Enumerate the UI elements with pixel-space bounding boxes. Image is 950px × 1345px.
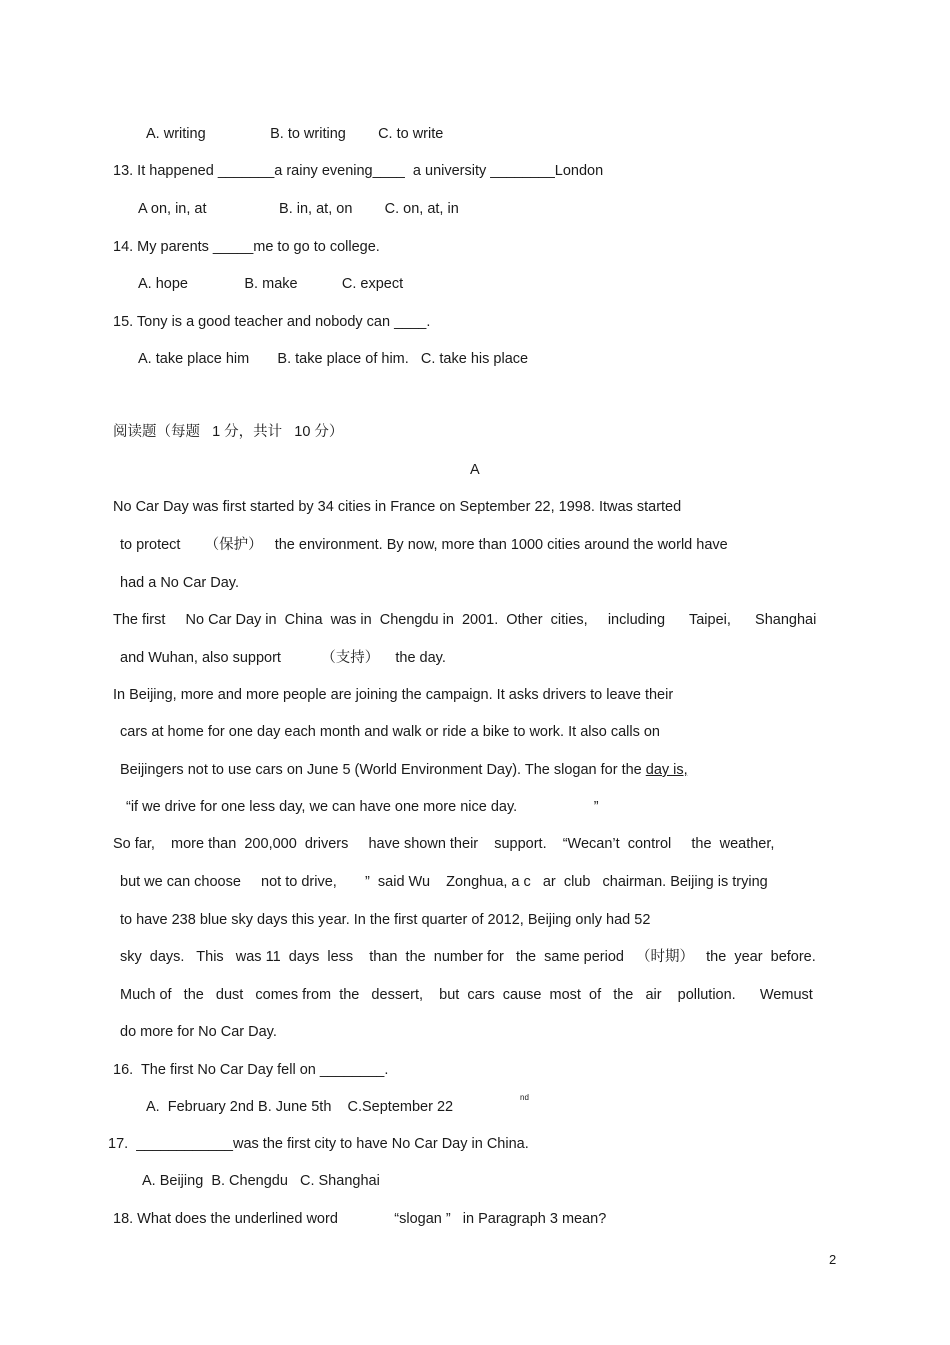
section-header: 阅读题（每题 1 分，共计 10 分） <box>113 424 344 440</box>
q12-options: A. writing B. to writing C. to write <box>146 126 444 142</box>
passage-line: and Wuhan, also support （支持） the day. <box>120 650 446 666</box>
q17-stem: 17. ____________was the first city to have No Car Day in China. <box>108 1136 529 1152</box>
q17-options: A. Beijing B. Chengdu C. Shanghai <box>142 1173 380 1189</box>
passage-line: but we can choose not to drive, ” said Wu Zonghua, a c ar club chairman. Beijing is trying <box>120 874 768 890</box>
passage-line: cars at home for one day each month and walk or ride a bike to work. It also calls on <box>120 724 660 740</box>
passage-line: No Car Day was first started by 34 cities in France on September 22, 1998. Itwas started <box>113 499 682 515</box>
q15-stem: 15. Tony is a good teacher and nobody can ____. <box>113 314 431 330</box>
passage-line: Much of the dust comes from the dessert, but cars cause most of the air pollution. Wemust <box>120 987 813 1003</box>
passage-line: to have 238 blue sky days this year. In the first quarter of 2012, Beijing only had 52 <box>120 912 651 928</box>
passage-line: In Beijing, more and more people are joining the campaign. It asks drivers to leave their <box>113 687 674 703</box>
q18-stem: 18. What does the underlined word “slogan ” in Paragraph 3 mean? <box>113 1211 607 1227</box>
q14-options: A. hope B. make C. expect <box>138 276 404 292</box>
q13-options: A on, in, at B. in, at, on C. on, at, in <box>138 201 459 217</box>
page-number: 2 <box>829 1252 837 1267</box>
q13-stem: 13. It happened _______a rainy evening____ a university ________London <box>113 163 604 179</box>
q15-options: A. take place him B. take place of him. C. take his place <box>138 351 529 367</box>
q14-stem: 14. My parents _____me to go to college. <box>113 239 380 255</box>
passage-line: “if we drive for one less day, we can have one more nice day. ” <box>126 799 599 815</box>
passage-line: The first No Car Day in China was in Chengdu in 2001. Other cities, including Taipei, Shanghai <box>113 612 817 628</box>
q16-options: A. February 2nd B. June 5th C.September 22 <box>146 1099 454 1115</box>
passage-line: had a No Car Day. <box>120 575 240 591</box>
passage-line <box>120 761 688 779</box>
passage-line: do more for No Car Day. <box>120 1024 277 1040</box>
passage-label: A <box>470 462 480 478</box>
passage-line: sky days. This was 11 days less than the number for the same period （时期） the year before. <box>120 949 816 965</box>
passage-line: to protect （保护） the environment. By now, more than 1000 cities around the world have <box>120 537 728 553</box>
passage-line-text: Beijingers not to use cars on June 5 (World Environment Day). The slogan for the <box>120 762 646 778</box>
q16-stem: 16. The first No Car Day fell on ________. <box>113 1062 389 1078</box>
underlined-text: day is, <box>645 762 688 778</box>
passage-line: So far, more than 200,000 drivers have shown their support. “Wecan’t control the weather, <box>113 836 775 852</box>
q16-superscript: nd <box>520 1093 529 1102</box>
